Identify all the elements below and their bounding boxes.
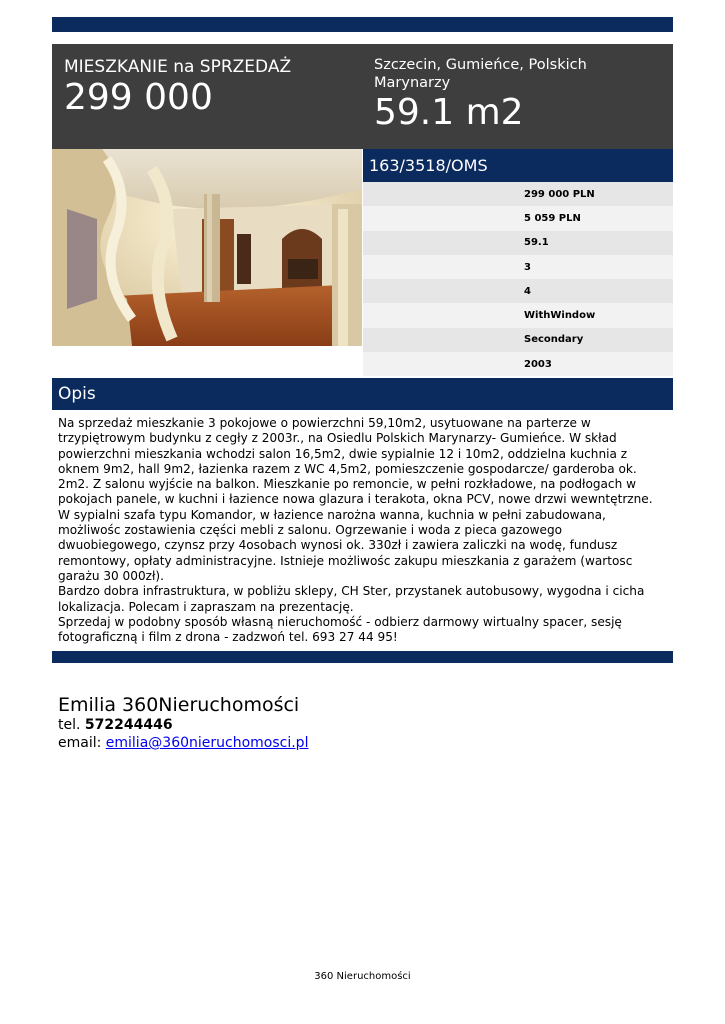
description-paragraph: Sprzedaj w podobny sposób własną nieruchomość - odbierz darmowy wirtualny spacer, sesję fotograficzną i film z drona - zadzwoń tel. 693 27 44 95! <box>58 614 622 645</box>
agent-email-line <box>58 734 308 752</box>
description-paragraph: Bardzo dobra infrastruktura, w pobliżu sklepy, CH Ster, przystanek autobusowy, wygodna i cicha lokalizacja. Polecam i zapraszam na prezentację. <box>58 584 645 614</box>
detail-row-year <box>363 352 673 376</box>
apartment-interior-icon <box>52 149 362 346</box>
detail-row-price-per-m2 <box>363 206 673 230</box>
detail-value: 2003 <box>524 358 552 370</box>
detail-row-kitchen <box>363 303 673 327</box>
detail-value: 5 059 PLN <box>524 212 581 224</box>
email-link[interactable]: emilia@360nieruchomosci.pl <box>105 735 309 751</box>
phone-number: 572244446 <box>84 717 173 733</box>
detail-value: Secondary <box>524 334 584 346</box>
agent-phone-line <box>58 716 308 734</box>
detail-row-market <box>363 328 673 352</box>
price: 299 000 <box>64 77 213 118</box>
reference-number: 163/3518/OMS <box>363 149 673 182</box>
detail-row-price <box>363 182 673 206</box>
area: 59.1 m2 <box>374 92 524 133</box>
phone-label: tel. <box>58 717 81 733</box>
detail-row-rooms <box>363 255 673 279</box>
agent-contact <box>58 694 308 752</box>
detail-value: 59.1 <box>524 237 549 249</box>
detail-row-floors <box>363 279 673 303</box>
listing-header <box>52 44 673 149</box>
detail-row-area <box>363 231 673 255</box>
header-left <box>64 56 291 119</box>
description-paragraph: Na sprzedaż mieszkanie 3 pokojowe o powierzchni 59,10m2, usytuowane na parterze w trzypiętrowym budynku z cegły z 2003r., na Osiedlu Polskich Marynarzy- Gumieńce. W skład powierzchni mieszkania wchodzi salon 16,5m2, dwie sypialnie 12 i 10m2, oddzielna kuchnia z oknem 9m2, hall 9m2, łazienka razem z WC 4,5m2, pomieszczenie gospodarcze/ garderoba ok. 2m2. Z salonu wyjście na balkon. Mieszkanie po remoncie, w pełni rozkładowe, na podłogach w pokojach panele, w kuchni i łazience nowa glazura i terakota, okna PCV, nowe drzwi wewntętrzne. W sypialni szafa typu Komandor, w łazience narożna wanna, kuchnia w pełni zabudowana, możliwośc zostawienia części mebli z salonu. Ogrzewanie i woda z pieca gazowego dwuobiegowego, czynsz przy 4osobach wynosi ok. 330zł i zawiera zaliczki na wodę, fundusz remontowy, opłaty administracyjne. Istnieje możliwośc zakupu mieszkania z garażem (wartosc garażu 30 000zł). <box>58 416 653 583</box>
description-text <box>58 416 668 645</box>
detail-value: 299 000 PLN <box>524 188 595 200</box>
detail-value: 4 <box>524 285 531 297</box>
email-label: email: <box>58 735 102 751</box>
location: Szczecin, Gumieńce, Polskich Marynarzy <box>374 57 587 91</box>
apartment-photo <box>52 149 362 346</box>
footer-text: 360 Nieruchomości <box>314 971 411 982</box>
detail-value: 3 <box>524 261 531 273</box>
top-accent-bar <box>52 17 673 32</box>
bottom-accent-bar <box>52 651 673 663</box>
header-right <box>374 56 664 134</box>
agent-name: Emilia 360Nieruchomości <box>58 694 300 716</box>
details-table <box>363 182 673 376</box>
offer-type: MIESZKANIE na SPRZEDAŻ <box>64 57 292 77</box>
description-heading: Opis <box>52 378 673 410</box>
detail-value: WithWindow <box>524 310 596 322</box>
